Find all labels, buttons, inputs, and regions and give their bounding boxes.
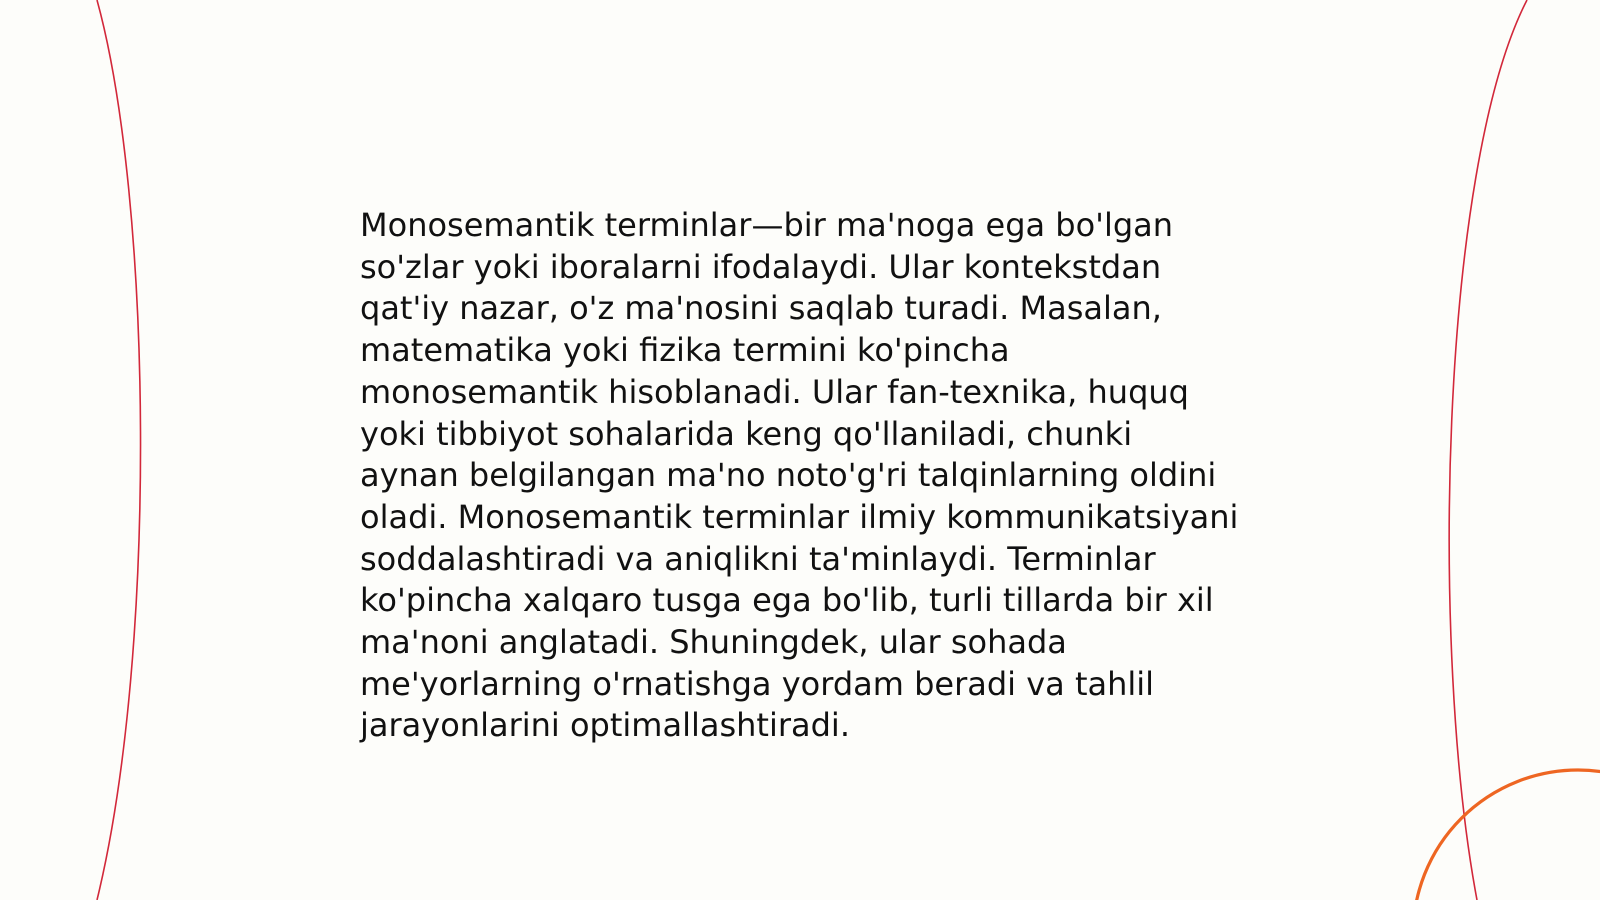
accent-circle-arc <box>1413 770 1600 900</box>
left-curve-line <box>97 0 141 900</box>
right-curve-line <box>1449 0 1527 900</box>
slide-body-text: Monosemantik terminlar—bir ma'noga ega bo'lgan so'zlar yoki iboralarni ifodalaydi. Ular kontekstdan qat'iy nazar, o'z ma'nosini saqlab turadi. Masalan, matematika yoki fizika termini ko'pincha monosemantik hisoblanadi. Ular fan-texnika, huquq yoki tibbiyot sohalarida keng qo'llaniladi, chunki aynan belgilangan ma'no noto'g'ri talqinlarning oldini oladi. Monosemantik terminlar ilmiy kommunikatsiyani soddalashtiradi va aniqlikni ta'minlaydi. Terminlar ko'pincha xalqaro tusga ega bo'lib, turli tillarda bir xil ma'noni anglatadi. Shuningdek, ular sohada me'yorlarning o'rnatishga yordam beradi va tahlil jarayonlarini optimallashtiradi. <box>360 206 1239 745</box>
